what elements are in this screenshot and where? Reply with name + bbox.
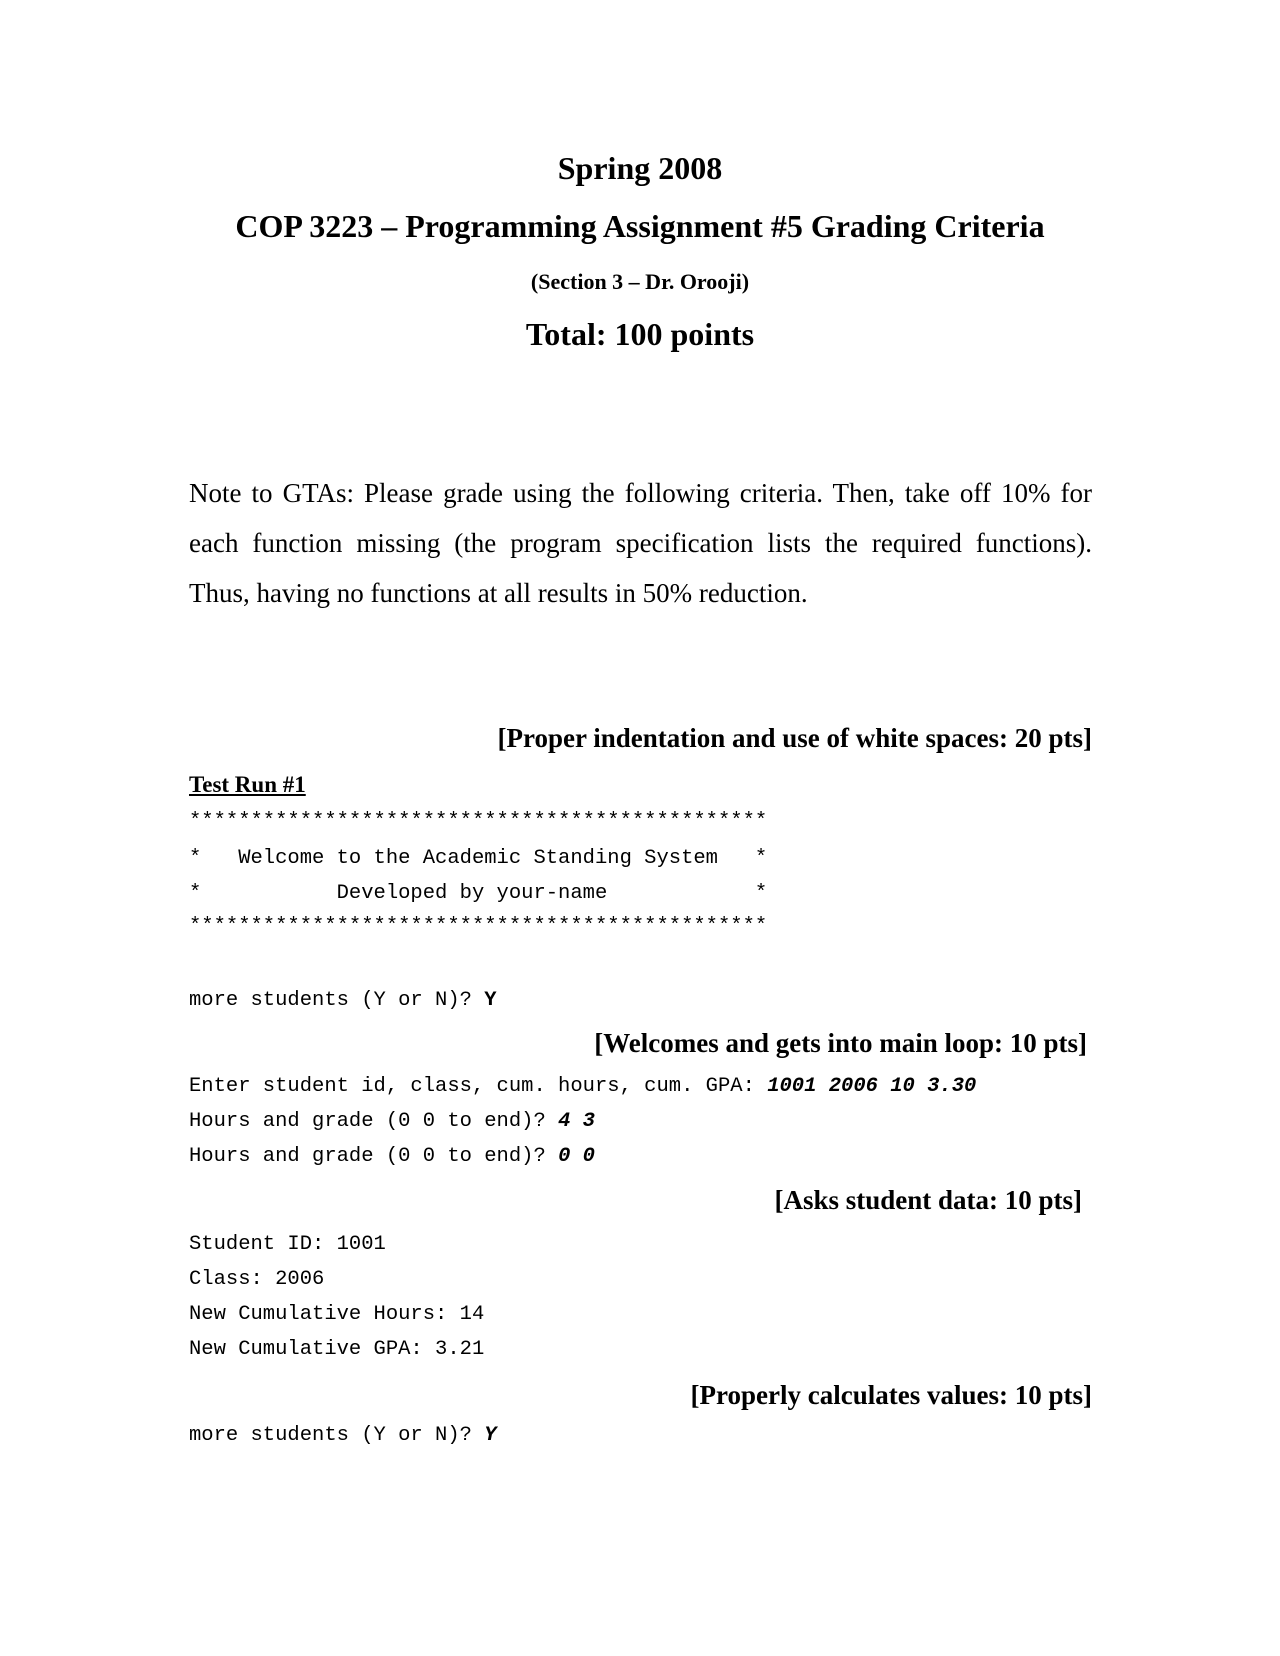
prompt-text: more students (Y or N)? xyxy=(189,989,485,1012)
section-subtitle: (Section 3 – Dr. Orooji) xyxy=(530,269,750,294)
output-student-id: Student ID: 1001 xyxy=(189,1233,386,1256)
prompt-enter-student xyxy=(189,1074,976,1100)
prompt-text: Enter student id, class, cum. hours, cum. GPA: xyxy=(189,1075,768,1098)
output-class: Class: 2006 xyxy=(189,1268,325,1291)
user-input: Y xyxy=(484,1424,497,1447)
output-new-gpa: New Cumulative GPA: 3.21 xyxy=(189,1338,485,1361)
banner-welcome-line: * Welcome to the Academic Standing System * xyxy=(189,847,768,870)
prompt-text: more students (Y or N)? xyxy=(189,1424,485,1447)
note-paragraph: Note to GTAs: Please grade using the following criteria. Then, take off 10% for each function missing (the program specification lists the required functions). Thus, having no functions at all results in 50% reduction. xyxy=(189,478,1092,608)
total-points: Total: 100 points xyxy=(525,316,755,352)
banner-developer-line: * Developed by your-name * xyxy=(189,882,768,905)
user-input: 1001 2006 10 3.30 xyxy=(767,1075,977,1098)
term-heading: Spring 2008 xyxy=(557,150,723,186)
criterion-asks-data: [Asks student data: 10 pts] xyxy=(774,1185,1082,1215)
criterion-calculates: [Properly calculates values: 10 pts] xyxy=(690,1380,1092,1410)
output-new-hours: New Cumulative Hours: 14 xyxy=(189,1303,485,1326)
prompt-more-students-2 xyxy=(189,1423,497,1449)
prompt-hours-grade-2 xyxy=(189,1144,595,1170)
user-input: 4 3 xyxy=(558,1110,595,1133)
banner-bottom-border: *********************************************** xyxy=(189,915,768,938)
test-run-heading: Test Run #1 xyxy=(189,772,306,797)
prompt-text: Hours and grade (0 0 to end)? xyxy=(189,1110,559,1133)
course-title: COP 3223 – Programming Assignment #5 Grading Criteria xyxy=(235,208,1045,244)
prompt-more-students-1 xyxy=(189,988,497,1014)
criterion-welcome-loop: [Welcomes and gets into main loop: 10 pts] xyxy=(594,1028,1087,1058)
criterion-indentation: [Proper indentation and use of white spaces: 20 pts] xyxy=(497,723,1092,753)
banner-top-border: *********************************************** xyxy=(189,810,768,833)
note-to-gtas xyxy=(189,468,1092,618)
user-input: 0 0 xyxy=(558,1145,595,1168)
prompt-text: Hours and grade (0 0 to end)? xyxy=(189,1145,559,1168)
prompt-hours-grade-1 xyxy=(189,1109,595,1135)
user-input: Y xyxy=(484,989,497,1012)
